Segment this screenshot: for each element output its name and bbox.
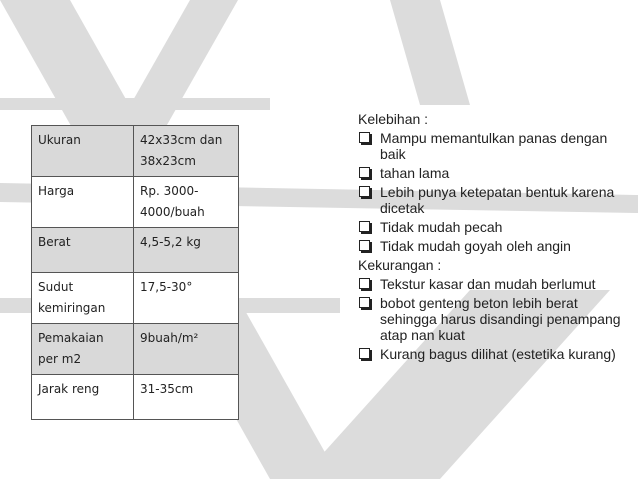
list-item-text: Tidak mudah pecah	[380, 219, 503, 235]
row-value: 9buah/m²	[134, 324, 239, 375]
table-row	[32, 324, 239, 375]
kekurangan-heading: Kekurangan :	[358, 257, 442, 273]
list-item	[358, 184, 630, 216]
checkbox-bullet-icon	[359, 240, 370, 251]
checkbox-bullet-icon	[359, 297, 370, 308]
row-value: 42x33cm dan 38x23cm	[134, 126, 239, 177]
row-value: 4,5-5,2 kg	[134, 228, 239, 273]
table-row	[32, 273, 239, 324]
checkbox-bullet-icon	[359, 278, 370, 289]
row-label: Sudut kemiringan	[32, 273, 134, 324]
kelebihan-heading: Kelebihan :	[358, 111, 429, 127]
list-item-text: Lebih punya ketepatan bentuk karena dicetak	[380, 184, 615, 216]
list-item	[358, 219, 630, 235]
list-item-text: Mampu memantulkan panas dengan baik	[380, 130, 608, 162]
row-label: Berat	[32, 228, 134, 273]
checkbox-bullet-icon	[359, 186, 370, 197]
list-item-text: tahan lama	[380, 165, 450, 181]
pros-cons-panel	[358, 111, 630, 365]
spec-table	[31, 125, 239, 420]
kelebihan-list	[358, 130, 630, 254]
row-value: 17,5-30°	[134, 273, 239, 324]
row-label: Harga	[32, 177, 134, 228]
row-value: Rp. 3000-4000/buah	[134, 177, 239, 228]
row-label: Pemakaian per m2	[32, 324, 134, 375]
list-item-text: Tekstur kasar dan mudah berlumut	[380, 276, 596, 292]
checkbox-bullet-icon	[359, 348, 370, 359]
list-item	[358, 165, 630, 181]
list-item	[358, 130, 630, 162]
list-item	[358, 238, 630, 254]
checkbox-bullet-icon	[359, 221, 370, 232]
list-item	[358, 295, 630, 343]
row-label: Jarak reng	[32, 375, 134, 420]
list-item-text: bobot genteng beton lebih berat sehingga harus disandingi penampang atap nan kuat	[380, 295, 621, 343]
table-row	[32, 375, 239, 420]
kekurangan-list	[358, 276, 630, 362]
table-row	[32, 126, 239, 177]
row-value: 31-35cm	[134, 375, 239, 420]
row-label: Ukuran	[32, 126, 134, 177]
list-item	[358, 346, 630, 362]
checkbox-bullet-icon	[359, 167, 370, 178]
list-item-text: Tidak mudah goyah oleh angin	[380, 238, 571, 254]
table-row	[32, 177, 239, 228]
list-item-text: Kurang bagus dilihat (estetika kurang)	[380, 346, 616, 362]
table-row	[32, 228, 239, 273]
checkbox-bullet-icon	[359, 132, 370, 143]
list-item	[358, 276, 630, 292]
